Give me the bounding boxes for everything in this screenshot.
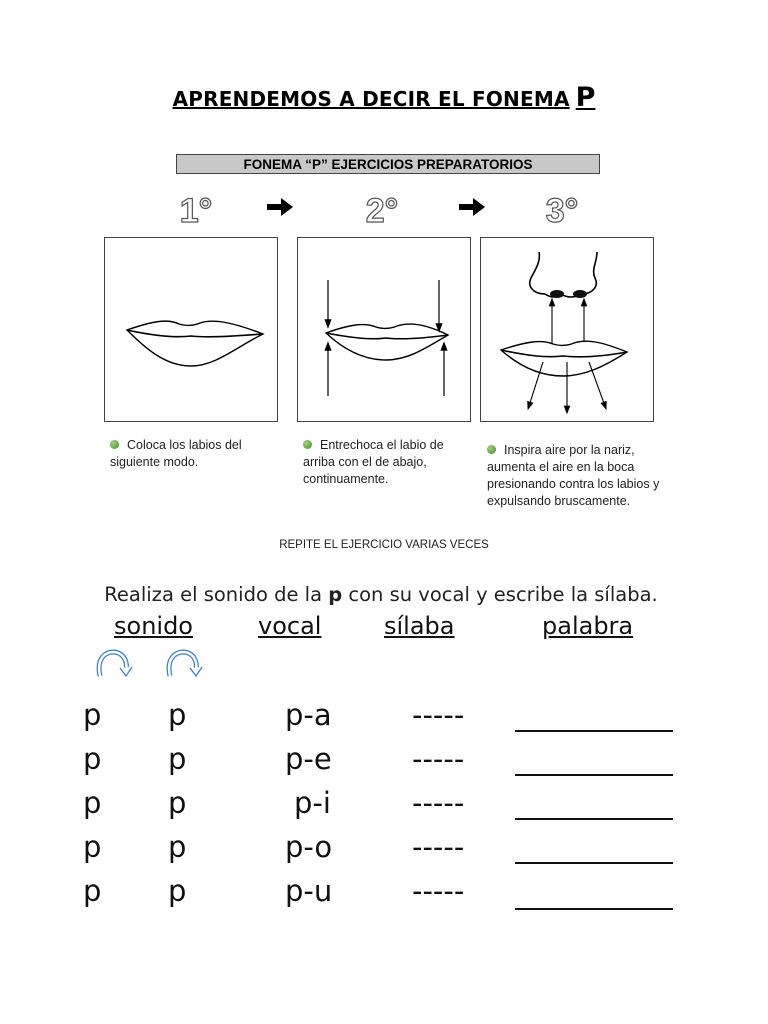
bullet-icon <box>303 440 312 449</box>
header-silaba: sílaba <box>384 612 455 640</box>
exercise-banner: FONEMA “P” EJERCICIOS PREPARATORIOS <box>176 154 600 174</box>
header-sonido: sonido <box>114 612 193 640</box>
lips-closed-icon <box>105 238 277 421</box>
answer-blank[interactable] <box>515 818 673 820</box>
curved-arrow-icon <box>162 648 204 680</box>
nose-and-lips-icon <box>481 238 653 421</box>
table-row-sonido1: p <box>83 874 102 908</box>
step-number-1: 1° <box>179 192 213 230</box>
instruction-text <box>0 583 762 606</box>
repeat-note: REPITE EL EJERCICIO VARIAS VECES <box>279 539 489 551</box>
table-row-sonido1: p <box>83 698 102 732</box>
instruction-after: con su vocal y escribe la sílaba. <box>342 583 658 606</box>
right-arrow-icon <box>457 194 487 220</box>
table-row-sonido2: p <box>168 742 187 776</box>
table-row-sonido1: p <box>83 830 102 864</box>
header-palabra: palabra <box>542 612 634 640</box>
table-row-vocal: p-i <box>294 786 331 820</box>
table-row-sonido2: p <box>168 786 187 820</box>
table-row-silaba: ----- <box>412 874 465 908</box>
answer-blank[interactable] <box>515 862 673 864</box>
step-3-description <box>487 442 662 510</box>
title-text: APRENDEMOS A DECIR EL FONEMA <box>172 87 570 111</box>
table-row-vocal: p-o <box>285 830 333 864</box>
table-row-sonido2: p <box>168 698 187 732</box>
table-row-sonido2: p <box>168 874 187 908</box>
header-vocal: vocal <box>258 612 322 640</box>
step-2-text: Entrechoca el labio de arriba con el de abajo, continuamente. <box>303 438 444 486</box>
table-row-vocal: p-u <box>285 874 333 908</box>
bullet-icon <box>110 440 119 449</box>
step-3-text: Inspira aire por la nariz, aumenta el aire en la boca presionando contra los labios y expulsando bruscamente. <box>487 443 660 508</box>
table-row-sonido1: p <box>83 742 102 776</box>
table-row-silaba: ----- <box>412 786 465 820</box>
step-1-description <box>110 437 280 471</box>
bullet-icon <box>487 445 496 454</box>
table-row-silaba: ----- <box>412 698 465 732</box>
title-big-letter: P <box>575 82 596 113</box>
table-row-vocal: p-a <box>285 698 332 732</box>
lips-clap-icon <box>298 238 470 421</box>
step-number-2: 2° <box>365 192 399 230</box>
step-2-description <box>303 437 473 488</box>
curved-arrow-icon <box>92 648 134 680</box>
answer-blank[interactable] <box>515 774 673 776</box>
step-1-illustration <box>104 237 278 422</box>
instruction-before: Realiza el sonido de la <box>104 583 329 606</box>
step-2-illustration <box>297 237 471 422</box>
instruction-bold: p <box>328 583 343 606</box>
answer-blank[interactable] <box>515 730 673 732</box>
right-arrow-icon <box>265 194 295 220</box>
step-1-text: Coloca los labios del siguiente modo. <box>110 438 242 469</box>
table-row-silaba: ----- <box>412 742 465 776</box>
step-3-illustration <box>480 237 654 422</box>
answer-blank[interactable] <box>515 908 673 910</box>
table-row-sonido2: p <box>168 830 187 864</box>
table-row-sonido1: p <box>83 786 102 820</box>
page-title <box>0 82 768 113</box>
table-row-vocal: p-e <box>285 742 332 776</box>
step-number-3: 3° <box>545 192 579 230</box>
table-row-silaba: ----- <box>412 830 465 864</box>
